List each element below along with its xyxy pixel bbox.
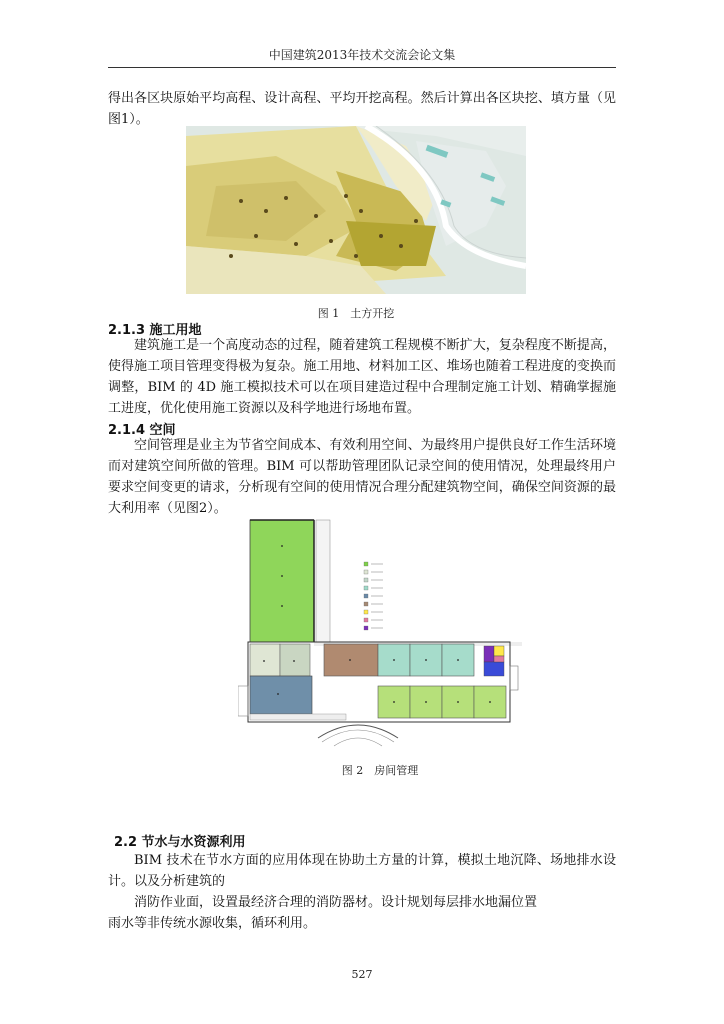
legend-swatch — [364, 586, 368, 590]
legend-swatch — [364, 618, 368, 622]
figure-2-caption: 图 2 房间管理 — [341, 764, 419, 777]
section-2-2-body-line1: BIM 技术在节水方面的应用体现在协助土方量的计算，模拟土地沉降、场地排水设计。以及分析建筑的 — [108, 853, 616, 889]
legend-swatch — [364, 562, 368, 566]
section-2-2-heading: 2.2 节水与水资源利用 — [114, 835, 246, 850]
legend-swatch — [364, 602, 368, 606]
section-2-2-body-line3: 雨水等非传统水源收集，循环利用。 — [108, 916, 317, 931]
earthwork-3d-render — [186, 126, 526, 294]
figure-2-floor-plan — [238, 516, 522, 756]
page-number: 527 — [351, 968, 373, 981]
figure-1-earthwork-model — [186, 126, 526, 294]
section-2-1-4-body: 空间管理是业主为节省空间成本、有效利用空间、为最终用户提供良好工作生活环境而对建筑空间所做的管理。BIM 可以帮助管理团队记录空间的使用情况，处理最终用户要求空间变更的请求，分析现有空间的使用情况合理分配建筑物空间，确保空间资源的最大利用率（见图2）。 — [108, 438, 616, 516]
legend-swatch — [364, 610, 368, 614]
legend-swatch — [364, 594, 368, 598]
section-2-1-4-heading: 2.1.4 空间 — [108, 423, 176, 438]
legend-swatch — [364, 626, 368, 630]
room-management-plan — [238, 516, 522, 756]
intro-paragraph: 得出各区块原始平均高程、设计高程、平均开挖高程。然后计算出各区块挖、填方量（见图1）。 — [108, 91, 616, 127]
figure-1-caption: 图 1 土方开挖 — [317, 307, 395, 320]
section-2-1-3-body: 建筑施工是一个高度动态的过程，随着建筑工程规模不断扩大，复杂程度不断提高，使得施工项目管理变得极为复杂。施工用地、材料加工区、堆场也随着工程进度的变换而调整，BIM 的 4D 施工模拟技术可以在项目建造过程中合理制定施工计划、精确掌握施工进度，优化使用施工资源以及科学地进行场地布置。 — [108, 338, 616, 416]
section-2-1-3-heading: 2.1.3 施工用地 — [108, 323, 202, 338]
running-header: 中国建筑2013年技术交流会论文集 — [108, 46, 616, 68]
room-color-legend — [364, 562, 383, 630]
legend-swatch — [364, 570, 368, 574]
section-2-2-body-line2: 消防作业面，设置最经济合理的消防器材。设计规划每层排水地漏位置 — [134, 895, 538, 910]
legend-swatch — [364, 578, 368, 582]
